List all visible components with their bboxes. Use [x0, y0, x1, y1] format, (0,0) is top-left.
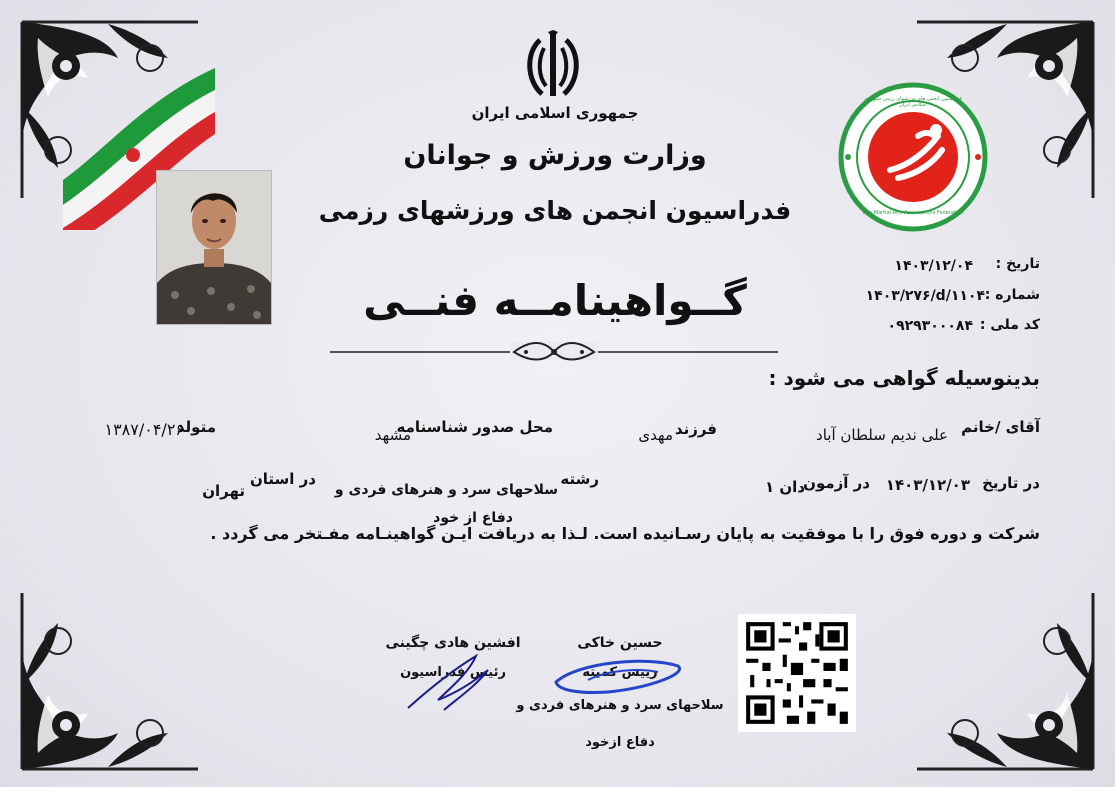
dan-value: دان ۱	[764, 478, 805, 496]
exam-date: ۱۴۰۳/۱۲/۰۳	[885, 476, 970, 494]
field-label: رشته	[560, 470, 599, 488]
qr-code[interactable]	[738, 614, 856, 732]
ornament-bottom-right-icon	[907, 573, 1097, 773]
republic-text: جمهوری اسلامی ایران	[471, 104, 639, 122]
certificate-title: گــواهینامــه فنــی	[363, 276, 747, 325]
ornament-bottom-left-icon	[18, 573, 208, 773]
logo-ring-text-en: Iran Martial Arts Associations Federation	[862, 210, 964, 216]
signer-2-title-2: سلاحهای سرد و هنرهای فردی و	[516, 698, 724, 713]
number-label: شماره :	[984, 287, 1040, 303]
federation-text: فدراسیون انجمن های ورزشهای رزمی	[318, 196, 792, 225]
ministry-text: وزارت ورزش و جوانان	[403, 140, 707, 171]
issue-place: مشهد	[374, 426, 411, 444]
national-code-label: کد ملی :	[979, 317, 1040, 333]
closing-text: شرکت و دوره فوق را با موفقیت به پایان رسـانیده است. لـذا به دریافت ایـن گواهینـامه مفـتخر می گردد .	[210, 524, 1040, 543]
in-exam-label: در آزمون	[803, 474, 870, 492]
divider-ornament-icon	[330, 338, 778, 362]
number-value: ۱۴۰۳/۲۷۶/d/۱۱۰۴	[865, 288, 985, 304]
on-date-label: در تاریخ	[982, 474, 1040, 492]
child-of-label: فرزند	[674, 420, 717, 438]
father-name: مهدی	[638, 426, 673, 444]
holder-photo	[156, 170, 272, 325]
issue-place-label: محل صدور شناسنامه	[396, 418, 553, 436]
national-code-value: ۰۹۲۹۳۰۰۰۸۴	[887, 318, 973, 334]
signer-2-name: حسین خاکی	[577, 635, 663, 651]
born-label: متولد	[176, 418, 216, 436]
birth-date: ۱۳۸۷/۰۴/۲۶	[104, 420, 184, 439]
certify-heading: بدینوسیله گواهی می شود :	[768, 366, 1040, 390]
signer-2-title-3: دفاع ازخود	[585, 735, 655, 750]
province: تهران	[202, 482, 245, 500]
date-value: ۱۴۰۳/۱۲/۰۴	[894, 258, 973, 274]
signer-1-title: رئیس فدراسیون	[400, 665, 506, 680]
signature-2-icon	[548, 652, 688, 697]
province-label: در استان	[249, 470, 316, 488]
mr-mrs-label: آقای /خانم	[961, 418, 1040, 436]
logo-ring-text-fa: فدراسیون انجمن های ورزشهای رزمی جمهوری اسلامی ایران	[864, 96, 962, 108]
signer-1-name: افشین هادی چگینی	[385, 635, 521, 651]
iran-emblem-icon	[518, 30, 588, 102]
field-value-1: سلاحهای سرد و هنرهای فردی و	[334, 482, 558, 498]
signature-1-icon	[398, 650, 498, 715]
holder-name: علی ندیم سلطان آباد	[816, 426, 948, 444]
field-value-2: دفاع از خود	[433, 510, 513, 526]
signer-2-title: رییس کمیته	[582, 665, 658, 680]
date-label: تاریخ :	[995, 256, 1040, 272]
